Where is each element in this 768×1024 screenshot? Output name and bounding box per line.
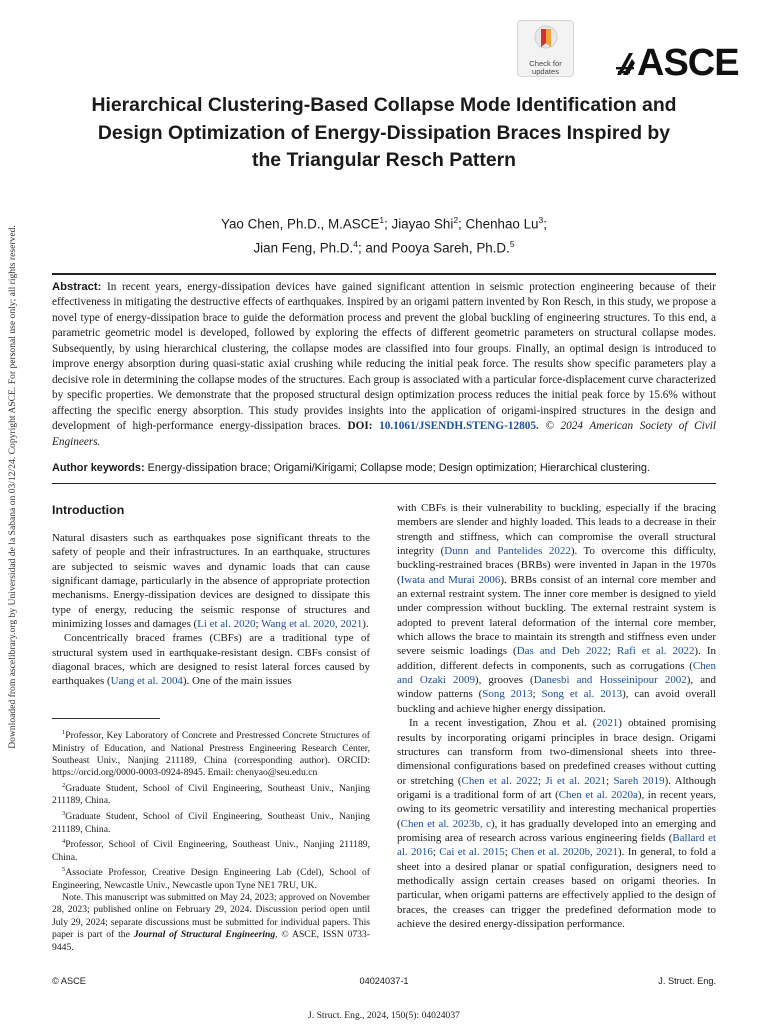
affiliation-footnote <box>52 727 370 780</box>
footnote-marker: 1 <box>62 729 66 736</box>
paper-title: Hierarchical Clustering-Based Collapse Mode Identification and Design Optimization of Energy-Dissipation Braces Inspired by the Triangular Resch Pattern <box>91 94 677 171</box>
author-name: Pooya Sareh, Ph.D. <box>391 240 510 256</box>
footer-journal: J. Struct. Eng. <box>658 976 716 986</box>
author-affiliation-marker: 2 <box>453 215 459 225</box>
author-separator: ; <box>543 216 547 232</box>
body-text: In a recent investigation, Zhou et al. ( <box>409 717 597 730</box>
body-text: ), it has gradually developed into an emerging and promising area of research across various engineering fields ( <box>397 817 716 844</box>
citation-link[interactable]: Chen et al. 2022 <box>461 774 539 787</box>
keywords-text: Energy-dissipation brace; Origami/Kirigami; Collapse mode; Design optimization; Hierarchical clustering. <box>147 462 651 474</box>
body-paragraph <box>52 631 370 688</box>
body-text: with CBFs is their vulnerability to buckling, especially if the bracing members are slender and highly loaded. This leads to a decrease in their strength and stiffness, which can compromise the overall structural integrity ( <box>397 502 716 558</box>
citation-line: J. Struct. Eng., 2024, 150(5): 04024037 <box>308 1010 460 1021</box>
body-text: ). In general, to fold a sheet into a desired planar or spatial configuration, designers need to methodically assign certain creases based on origami theories. In particular, when origami patterns are effectively applied to the design of braces, the creases can trigger the predefined deformation mode to achieve the desired energy-dissipation performance. <box>397 846 716 930</box>
asce-logo-text: ASCE <box>637 41 739 84</box>
citation-link[interactable]: Chen et al. 2023b, c <box>400 817 491 830</box>
body-text: ; <box>255 618 262 631</box>
body-text: ), in recent years, owing to its geometric versatility and interesting mechanical properties ( <box>397 788 716 830</box>
citation-link[interactable]: Li et al. 2020 <box>197 618 256 631</box>
note-tail: , © ASCE, ISSN 0733-9445. <box>52 929 370 953</box>
citation-link[interactable]: Chen et al. 2020a <box>558 788 638 801</box>
section-heading-introduction: Introduction <box>52 503 125 517</box>
keywords-label: Author keywords: <box>52 462 145 474</box>
body-text: ; <box>607 645 617 658</box>
author-affiliation-marker: 3 <box>538 215 544 225</box>
body-paragraph <box>397 501 716 716</box>
footnote-marker: 2 <box>62 781 66 789</box>
abstract: Abstract: In recent years, energy-dissipation devices have gained significant attention in seismic protection engineering because of their effectiveness in mitigating the destructive effects of earthquakes. Inspired by an origami pattern invented by Ron Resch, in this study, we propose a novel type of energy-dissipation brace to guide the deformation process and prevent the global buckling of engineering structures. To this end, a parametric geometric model is developed, followed by exploring the effects of different geometric parameters on structural collapse modes. Subsequently, by using hierarchical clustering, the collapse modes are classified into four groups. Finally, an optimal design is introduced to improve energy absorption during quasi-static axial crushing while reducing the initial peak force. The results show specific parameters play a decisive role in determining the collapse modes of the structures. Each group is associated with a particular force-displacement curve characterized by specific properties. We demonstrate that the proposed structural design optimization process reduces the initial peak force by 15.6% without affecting the specific energy absorption. This study provides insights into the application of origami-inspired structures in the design and development of high-performance energy-dissipation braces. DOI: 10.1061/JSENDH.STENG-12805. © 2024 American Society of Civil Engineers. <box>52 281 717 448</box>
citation-link[interactable]: Song 2013 <box>482 688 533 701</box>
abstract-text: In recent years, energy-dissipation devices have gained significant attention in seismic protection engineering because of their effectiveness in mitigating the destructive effects of earthquakes. Inspired by an origami pattern invented by Ron Resch, in this study, we propose a novel type of energy-dissipation brace to guide the deformation process and prevent the global buckling of engineering structures. To this end, a parametric geometric model is developed, followed by exploring the effects of different geometric parameters on structural collapse modes. Subsequently, by using hierarchical clustering, the collapse modes are classified into four groups. Finally, an optimal design is introduced to improve energy absorption during quasi-static axial crushing while reducing the initial peak force. The results show specific parameters play a decisive role in determining the collapse modes of the structures. Each group is associated with a particular force-displacement curve characterized by specific properties. We demonstrate that the proposed structural design optimization process reduces the initial peak force by 15.6% without affecting the specific energy absorption. This study provides insights into the application of origami-inspired structures in the design and development of high-performance energy-dissipation braces. <box>52 281 717 433</box>
author-affiliation-marker: 5 <box>509 239 515 250</box>
footnote-text: Professor, School of Civil Engineering, Southeast Univ., Nanjing 211189, China. <box>52 839 370 863</box>
author-name: Jiayao Shi <box>391 216 454 232</box>
author-keywords <box>52 461 716 475</box>
affiliation-footnote <box>52 780 370 808</box>
right-column-body <box>397 501 716 931</box>
citation-link[interactable]: Wang et al. 2020, 2021 <box>261 618 363 631</box>
footnote-text: Graduate Student, School of Civil Engineering, Southeast Univ., Nanjing 211189, China. <box>52 811 370 835</box>
abstract-label: Abstract: <box>52 281 102 293</box>
abstract-top-rule <box>52 273 716 275</box>
citation-link[interactable]: Chen et al. 2020b, 2021 <box>511 846 618 859</box>
footnotes <box>52 727 370 954</box>
citation-link[interactable]: Song et al. 2013 <box>541 688 623 701</box>
body-text: ). In addition, different defects in components, such as corrugations ( <box>397 645 716 672</box>
citation-link[interactable]: Ji et al. 2021 <box>545 774 607 787</box>
footnote-text: Graduate Student, School of Civil Engineering, Southeast Univ., Nanjing 211189, China. <box>52 783 370 807</box>
body-text: ), grooves ( <box>474 674 534 687</box>
body-text: Concentrically braced frames (CBFs) are a traditional type of structural system used in earthquake-resistant design. CBFs consist of diagonal braces, which are designed to resist lateral forces caused by earthquakes ( <box>52 632 370 688</box>
author-separator: ; and <box>357 240 392 256</box>
citation-link[interactable]: Rafi et al. 2022 <box>616 645 695 658</box>
citation-link[interactable]: Dunn and Pantelides 2022 <box>444 545 571 558</box>
citation-link[interactable]: Chen and Ozaki 2009 <box>397 659 716 687</box>
affiliation-footnote <box>52 864 370 892</box>
footnote-marker: 4 <box>62 837 66 845</box>
citation-link[interactable]: Ballard et al. 2016 <box>397 831 716 859</box>
body-paragraph <box>397 716 716 931</box>
footer-copyright: © ASCE <box>52 976 86 986</box>
footnote-rule <box>52 718 160 719</box>
body-text: ), and window patterns ( <box>397 674 716 701</box>
footnote-marker: 3 <box>62 809 66 817</box>
citation-link[interactable]: Cai et al. 2015 <box>439 846 505 859</box>
citation-link[interactable]: Sareh 2019 <box>613 774 665 787</box>
body-text: ; <box>504 846 512 859</box>
body-text: ; <box>606 774 614 787</box>
affiliation-footnote <box>52 836 370 864</box>
body-text: ). BRBs consist of an internal core member and an external restraint system. The inner core member is designed to yield under compression without buckling. The external restraint system is adopted to prevent lateral deformation of the internal core member, which allows the brace to maintain its strength and stiffness even under severe seismic loadings ( <box>397 573 716 658</box>
footnote-text: Associate Professor, Creative Design Engineering Lab (Cdel), School of Engineering, Newcastle Univ., Newcastle upon Tyne NE1 7RU, UK. <box>52 867 370 891</box>
author-affiliation-marker: 4 <box>353 239 358 250</box>
author-name: Jian Feng, Ph.D. <box>253 240 354 256</box>
body-text: ). One of the main issues <box>182 675 292 688</box>
citation-link[interactable]: Uang et al. 2004 <box>110 675 183 688</box>
body-text: Natural disasters such as earthquakes pose significant threats to the safety of people and their infrastructures. In an earthquake, structures are subjected to seismic waves and dynamic loads that can cause significant damage, particularly in the absence of appropriate protection mechanisms. Energy-dissipation devices are designed to dissipate this type of energy, reducing the seismic response of structures and minimizing losses and damages ( <box>52 532 370 631</box>
author-list <box>90 210 678 259</box>
author-separator: ; <box>384 216 392 232</box>
body-text: ; <box>432 846 440 859</box>
left-column-body <box>52 531 370 689</box>
author-separator: ; <box>458 216 466 232</box>
footer-article-number: 04024037-1 <box>359 976 409 986</box>
citation-link[interactable]: 2021 <box>596 717 619 730</box>
footnote-text: Professor, Key Laboratory of Concrete and Prestressed Concrete Structures of Ministry of Education, and National Prestress Engineering Research Center, Southeast Univ., Nanjing 211189, China (corresponding author). ORCID: https://orcid.org/0000-0003-0924-8945. Email: chenyao@seu.edu.cn <box>52 730 370 779</box>
footnote-marker: 5 <box>62 865 66 873</box>
author-name: Yao Chen, Ph.D., M.ASCE <box>221 216 380 232</box>
note-text: Note. This manuscript was submitted on May 24, 2023; approved on November 28, 2023; published online on February 29, 2024. Discussion period open until July 29, 2024; separate discussions must be submitted for individual papers. This paper is part of the <box>52 891 370 941</box>
manuscript-note <box>52 892 370 954</box>
body-paragraph <box>52 531 370 631</box>
keywords-bottom-rule <box>52 483 716 484</box>
body-text: ; <box>538 774 546 787</box>
author-affiliation-marker: 1 <box>379 215 385 225</box>
badge-line-1: Check for <box>529 59 562 68</box>
badge-line-2: updates <box>531 67 560 76</box>
body-text: ). <box>362 618 369 631</box>
download-watermark: Downloaded from ascelibrary.org by Universidad de la Sabana on 03/12/24. Copyright ASCE. For personal use only; all rights reserved. <box>7 225 18 749</box>
check-for-updates-badge[interactable] <box>517 20 574 77</box>
citation-link[interactable]: Iwata and Murai 2006 <box>400 573 501 586</box>
body-text: ), can avoid overall buckling and achieve higher energy dissipation. <box>397 688 716 715</box>
body-text: ) obtained promising results by incorporating origami principles in brace design. Origami structures can transform from two-dimensional sheets into three-dimensional configurations based on predefined creases without cutting or stretching ( <box>397 717 716 787</box>
body-text: ; <box>532 688 542 701</box>
doi-link[interactable]: 10.1061/JSENDH.STENG-12805 <box>379 420 536 433</box>
doi-label: DOI: <box>347 420 373 433</box>
asce-logo <box>613 43 739 83</box>
citation-link[interactable]: Danesbi and Hosseinipour 2002 <box>533 674 687 687</box>
body-text: ). To overcome this difficulty, buckling-restrained braces (BRBs) were invented in Japan in the 1970s ( <box>397 545 716 586</box>
copyright-notice: © 2024 American Society of Civil Engineers. <box>52 420 717 448</box>
citation-link[interactable]: Das and Deb 2022 <box>516 645 608 658</box>
journal-name: Journal of Structural Engineering <box>133 929 276 941</box>
bookmark-icon <box>534 25 558 55</box>
body-text: ). Although origami is a traditional form of art ( <box>397 774 717 801</box>
author-name: Chenhao Lu <box>465 216 539 232</box>
affiliation-footnote <box>52 808 370 836</box>
